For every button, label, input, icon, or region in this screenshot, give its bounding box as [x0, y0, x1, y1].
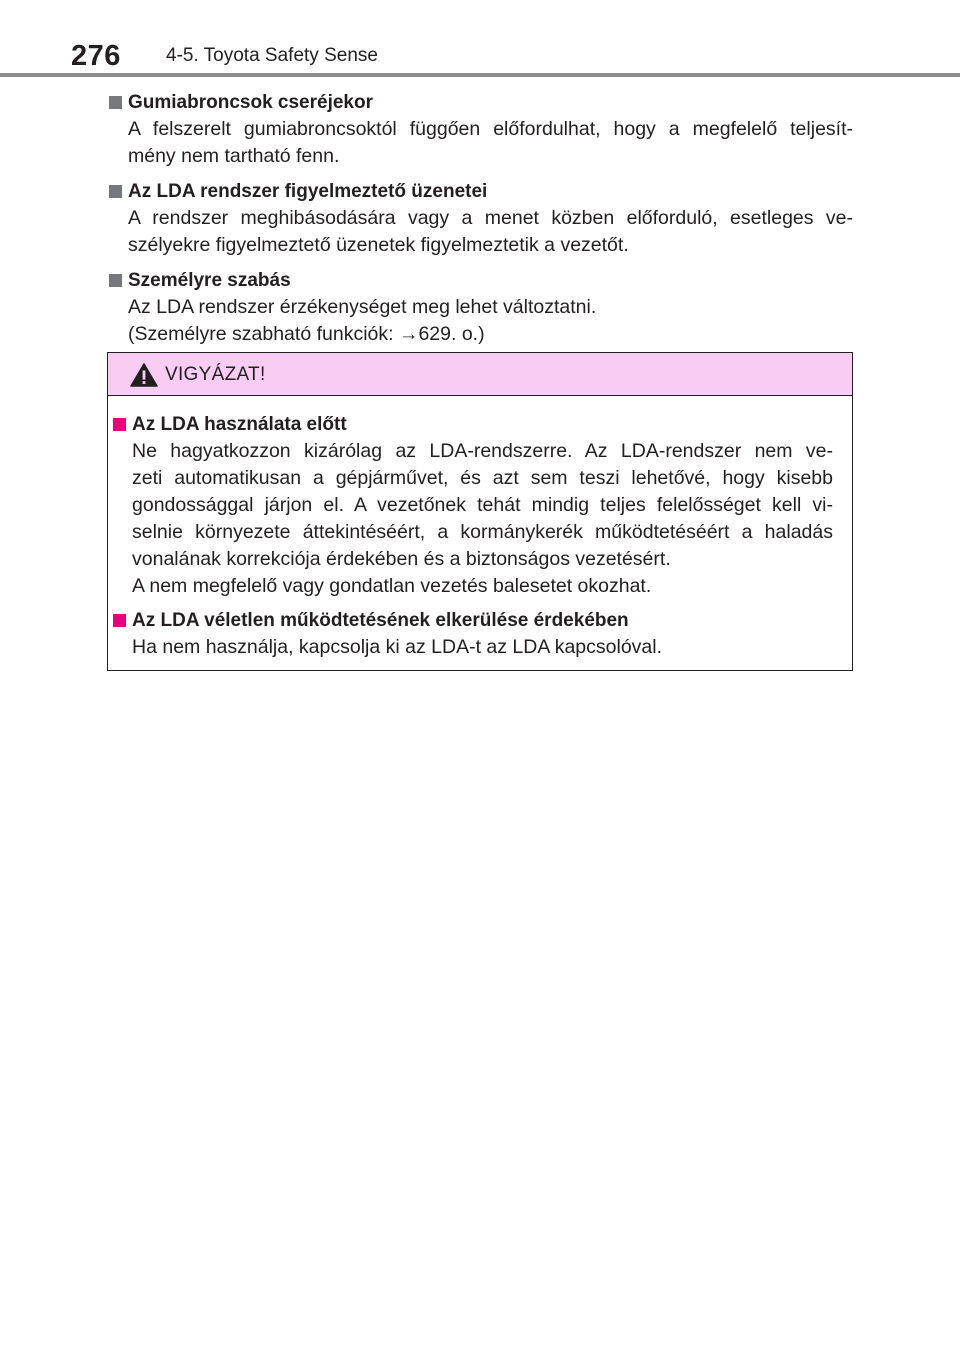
section-warning-messages [109, 177, 853, 259]
section-heading [109, 266, 853, 294]
section-body [109, 116, 853, 170]
caution-header [108, 353, 852, 396]
section-heading [109, 88, 853, 116]
caution-heading-text: Az LDA használata előtt [132, 413, 347, 435]
caution-heading-text: Az LDA véletlen működtetésének elkerülése érdekében [132, 609, 629, 631]
main-content [109, 88, 853, 355]
header-rule [0, 73, 960, 77]
caution-label: VIGYÁZAT! [165, 364, 266, 385]
caution-section-before-use [113, 410, 833, 600]
square-bullet-icon [109, 96, 122, 109]
section-heading-text: Az LDA rendszer figyelmeztető üzenetei [128, 180, 488, 202]
warning-triangle-icon [130, 363, 158, 387]
square-bullet-icon [109, 274, 122, 287]
text-line: gondossággal járjon el. A vezetőnek tehát mindig teljes felelősséget kell vi- [132, 494, 833, 516]
page-header [0, 0, 960, 78]
text-line: Ha nem használja, kapcsolja ki az LDA-t az LDA kapcsolóval. [132, 636, 663, 658]
text-line: Az LDA rendszer érzékenységet meg lehet változtatni. [128, 296, 597, 318]
text-line: Ne hagyatkozzon kizárólag az LDA-rendszerre. Az LDA-rendszer nem ve- [132, 440, 833, 462]
text-line: zeti automatikusan a gépjárművet, és azt sem teszi lehetővé, hogy kisebb [132, 467, 833, 489]
section-body [109, 205, 853, 259]
caution-body [113, 410, 833, 667]
caution-text [113, 438, 833, 600]
caution-box [107, 352, 853, 671]
page-number: 276 [71, 40, 121, 72]
text-line: vonalának korrekciója érdekében és a biztonságos vezetésért. [132, 548, 671, 570]
square-bullet-icon [109, 185, 122, 198]
section-body [109, 294, 853, 348]
square-bullet-icon [113, 418, 126, 431]
chapter-title: 4-5. Toyota Safety Sense [166, 45, 378, 66]
section-customization [109, 266, 853, 348]
caution-text [113, 634, 833, 661]
page-reference[interactable]: (Személyre szabható funkciók: →629. o.) [128, 323, 485, 345]
text-line: A nem megfelelő vagy gondatlan vezetés balesetet okozhat. [132, 575, 652, 597]
caution-heading [113, 410, 833, 438]
section-heading-text: Személyre szabás [128, 269, 291, 291]
section-tire-replacement [109, 88, 853, 170]
text-line: szélyekre figyelmeztető üzenetek figyelmeztetik a vezetőt. [128, 234, 629, 256]
text-line: A rendszer meghibásodására vagy a menet közben előforduló, esetleges ve- [128, 207, 853, 229]
text-line: selnie környezete áttekintéséért, a kormánykerék működtetéséért a haladás [132, 521, 833, 543]
text-line: A felszerelt gumiabroncsoktól függően előfordulhat, hogy a megfelelő teljesít- [128, 118, 853, 140]
section-heading [109, 177, 853, 205]
section-heading-text: Gumiabroncsok cseréjekor [128, 91, 373, 113]
caution-heading [113, 606, 833, 634]
text-line: mény nem tartható fenn. [128, 145, 340, 167]
square-bullet-icon [113, 614, 126, 627]
caution-section-accidental-operation [113, 606, 833, 661]
